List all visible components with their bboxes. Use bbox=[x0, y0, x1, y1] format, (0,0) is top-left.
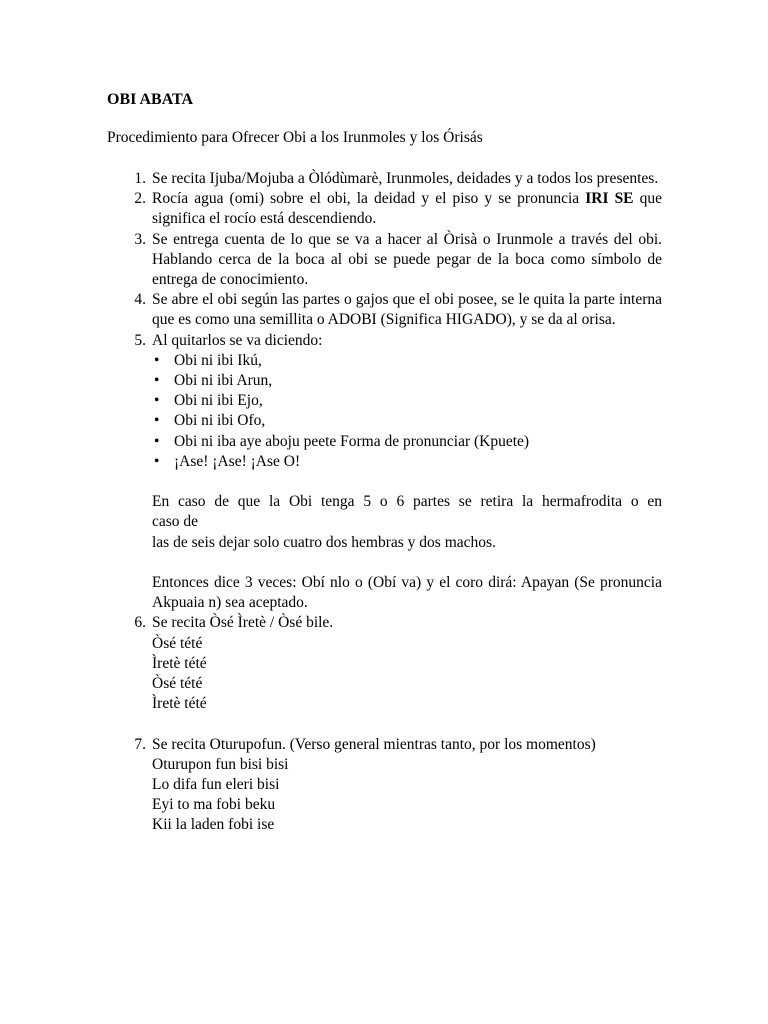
step-number: 6. bbox=[134, 614, 146, 632]
note-paragraph bbox=[152, 492, 662, 553]
phrase-item: • ¡Ase! ¡Ase! ¡Ase O! bbox=[152, 452, 662, 472]
step-text-continued: que significa el rocío está descendiendo. bbox=[152, 190, 662, 228]
verse-line: Lo difa fun eleri bisi bbox=[152, 776, 280, 794]
step-text: Se recita Ijuba/Mojuba a Òlódùmarè, Irunmoles, deidades y a todos los presentes. bbox=[152, 170, 659, 187]
verse-line: Òsé tété bbox=[152, 675, 203, 693]
step-text: Se recita Òsé Ìretè / Òsé bile. bbox=[152, 614, 334, 632]
verse-line: Ìretè tété bbox=[152, 695, 207, 713]
verse-line: Oturupon fun bisi bisi bbox=[152, 755, 289, 773]
phrase-item: • Obi ni ibi Ejo, bbox=[152, 391, 662, 411]
step-number: 1. bbox=[134, 170, 146, 187]
verse-line: Òsé tété bbox=[152, 634, 203, 652]
step-1 bbox=[134, 169, 662, 189]
chorus-paragraph: Entonces dice 3 veces: Obí nlo o (Obí va) y el coro dirá: Apayan (Se pronuncia Akpuaia n) sea aceptado. bbox=[152, 574, 662, 612]
phrase-item: • Obi ni iba aye aboju peete Forma de pronunciar (Kpuete) bbox=[152, 432, 662, 452]
verse-line: Eyi to ma fobi beku bbox=[152, 796, 276, 814]
procedure-list bbox=[134, 169, 662, 836]
phrase-item: • Obi ni ibi Ofo, bbox=[152, 411, 662, 431]
phrase-item: • Obi ni ibi Ikú, bbox=[152, 351, 662, 371]
step-number: 3. bbox=[134, 230, 146, 248]
step-7 bbox=[134, 735, 662, 836]
document-title: OBI ABATA bbox=[107, 91, 194, 108]
step-number: 2. bbox=[134, 190, 146, 208]
step-number: 5. bbox=[134, 331, 146, 349]
verse-line: Ìretè tété bbox=[152, 654, 207, 672]
step-text: Al quitarlos se va diciendo: bbox=[152, 331, 323, 349]
step-5 bbox=[134, 331, 662, 614]
step-3 bbox=[134, 230, 662, 291]
note-line: caso de bbox=[152, 513, 199, 531]
step-6 bbox=[134, 613, 662, 714]
step-text: Se abre el obi según las partes o gajos que el obi posee, se le quita la parte interna que es como una semillita o ADOBI (Significa HIGADO), y se da al orisa. bbox=[152, 291, 662, 329]
step-number: 7. bbox=[134, 735, 146, 753]
document-subtitle: Procedimiento para Ofrecer Obi a los Irunmoles y los Órisás bbox=[107, 129, 483, 146]
step-text: Se recita Oturupofun. (Verso general mientras tanto, por los momentos) bbox=[152, 735, 596, 753]
step-2 bbox=[134, 189, 662, 229]
phrase-item: • Obi ni ibi Arun, bbox=[152, 371, 662, 391]
note-line: las de seis dejar solo cuatro dos hembras y dos machos. bbox=[152, 533, 496, 551]
step-bold-text: IRI SE bbox=[585, 190, 634, 208]
phrase-list bbox=[152, 351, 662, 472]
note-line: En caso de que la Obi tenga 5 o 6 partes se retira la hermafrodita o en bbox=[152, 493, 662, 511]
step-text: Se entrega cuenta de lo que se va a hacer al Òrisà o Irunmole a través del obi. Hablando cerca de la boca al obi se puede pegar de la boca como símbolo de entrega de conocimiento. bbox=[152, 230, 662, 289]
step-number: 4. bbox=[134, 291, 146, 309]
verse-line: Kii la laden fobi ise bbox=[152, 816, 275, 834]
step-4 bbox=[134, 290, 662, 330]
step-text: Rocía agua (omi) sobre el obi, la deidad y el piso y se pronuncia bbox=[152, 190, 586, 208]
